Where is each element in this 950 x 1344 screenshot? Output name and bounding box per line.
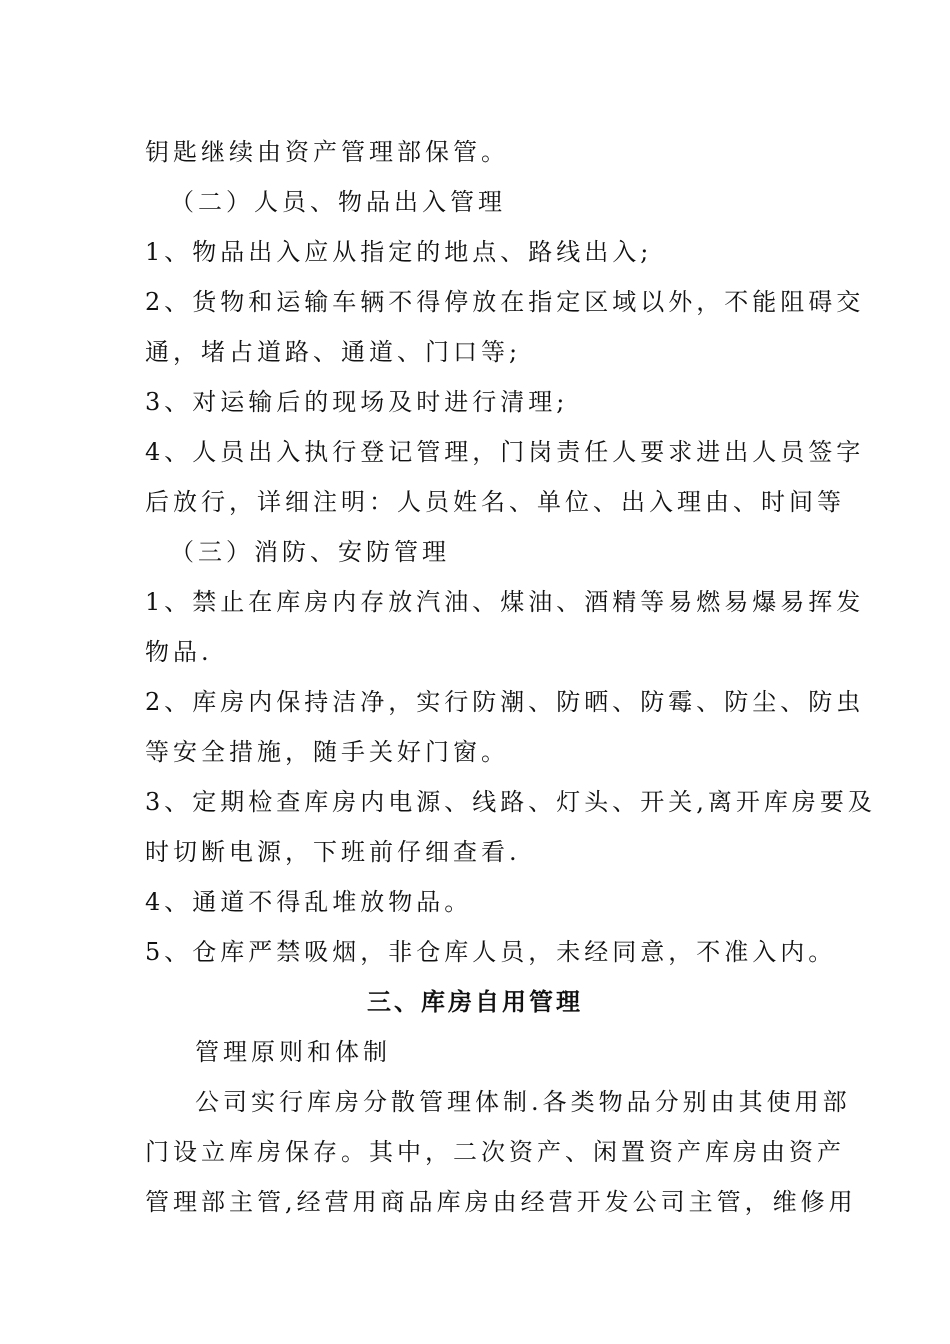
- text-line: 等安全措施，随手关好门窗。: [145, 738, 509, 766]
- text-line: 2、库房内保持洁净，实行防潮、防晒、防霉、防尘、防虫: [145, 688, 865, 716]
- paragraph-line: 管理部主管,经营用商品库房由经营开发公司主管，维修用: [145, 1188, 857, 1216]
- text-line: 1、物品出入应从指定的地点、路线出入;: [145, 238, 653, 266]
- text-line: 2、货物和运输车辆不得停放在指定区域以外，不能阻碍交: [145, 288, 865, 316]
- text-line: 后放行，详细注明：人员姓名、单位、出入理由、时间等: [145, 488, 845, 516]
- text-line: 4、人员出入执行登记管理，门岗责任人要求进出人员签字: [145, 438, 865, 466]
- text-line: 4、通道不得乱堆放物品。: [145, 888, 473, 916]
- text-line: 钥匙继续由资产管理部保管。: [145, 138, 509, 166]
- paragraph-line: 公司实行库房分散管理体制.各类物品分别由其使用部: [195, 1088, 851, 1116]
- text-line: 5、仓库严禁吸烟，非仓库人员，未经同意，不准入内。: [145, 938, 837, 966]
- text-line: 物品.: [145, 638, 213, 666]
- subheading: 管理原则和体制: [195, 1038, 391, 1066]
- text-line: 时切断电源，下班前仔细查看.: [145, 838, 521, 866]
- text-line: 1、禁止在库房内存放汽油、煤油、酒精等易燃易爆易挥发: [145, 588, 865, 616]
- section-heading: 三、库房自用管理: [367, 988, 583, 1016]
- paragraph-line: 门设立库房保存。其中，二次资产、闲置资产库房由资产: [145, 1138, 845, 1166]
- text-line: 通，堵占道路、通道、门口等;: [145, 338, 522, 366]
- subsection-heading: （三）消防、安防管理: [170, 538, 450, 566]
- text-line: 3、定期检查库房内电源、线路、灯头、开关,离开库房要及: [145, 788, 876, 816]
- subsection-heading: （二）人员、物品出入管理: [170, 188, 506, 216]
- text-line: 3、对运输后的现场及时进行清理;: [145, 388, 569, 416]
